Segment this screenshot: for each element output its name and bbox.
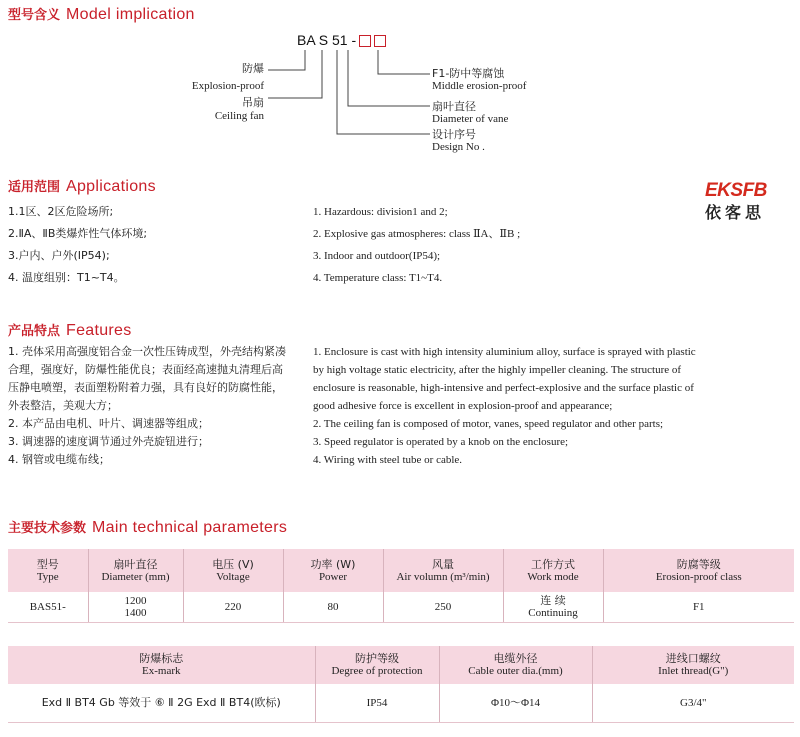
table-header: 防爆标志 Ex-mark — [8, 646, 315, 684]
model-label-ceiling-fan: 吊扇 — [242, 96, 264, 109]
list-item: 2. 本产品由电机、叶片、调速器等组成； — [8, 417, 209, 430]
table-header-row — [8, 549, 794, 592]
list-item: 1. 壳体采用高强度铝合金一次性压铸成型，外壳结构紧凑合理，强度好，防爆性能优良；表面经高速抛丸清理后高压静电喷塑，表面塑粉附着力强，具有良好的防腐性能，外表整洁，美观大方； — [8, 345, 286, 412]
table-header: 电缆外径 Cable outer dia.(mm) — [439, 646, 592, 684]
table-cell: G3/4" — [592, 684, 794, 722]
list-item: 2. Explosive gas atmospheres: class ⅡA、ⅡB ; — [313, 228, 521, 240]
list-item: 3. Indoor and outdoor(IP54); — [313, 250, 441, 262]
table-cell: 连 续 Continuing — [503, 592, 603, 622]
model-label-design-no: 设计序号 Design No . — [432, 128, 485, 153]
list-item: 4. Wiring with steel tube or cable. — [313, 454, 463, 466]
list-item: 3. 调速器的速度调节通过外壳旋钮进行； — [8, 435, 209, 448]
table-cell: 80 — [283, 592, 383, 622]
table-header: 扇叶直径 Diameter (mm) — [88, 549, 183, 592]
table-cell: F1 — [603, 592, 794, 622]
table-cell: Exd Ⅱ BT4 Gb 等效于 ⑥ Ⅱ 2G Exd Ⅱ BT4(欧标) — [8, 684, 315, 722]
list-item: 3. Speed regulator is operated by a knob on the enclosure; — [313, 436, 569, 448]
table-row — [8, 684, 794, 722]
table-header-row — [8, 646, 794, 684]
table-cell: Φ10～Φ14 — [439, 684, 592, 722]
params-table-2 — [8, 646, 794, 723]
model-section-title: 型号含义 Model implication — [8, 6, 195, 23]
table-header: 风量 Air volumn (m³/min) — [383, 549, 503, 592]
list-item: 2.ⅡA、ⅡB类爆炸性气体环境; — [8, 227, 148, 240]
applications-en-list — [313, 201, 520, 289]
brand-logo — [705, 180, 795, 223]
logo-mark: EKSFB — [705, 180, 767, 201]
features-cn-list — [8, 343, 290, 469]
table-header: 功率 (W) Power — [283, 549, 383, 592]
params-table-1 — [8, 549, 794, 623]
list-item: 4. 钢管或电缆布线； — [8, 453, 110, 466]
table-header: 防护等级 Degree of protection — [315, 646, 439, 684]
features-section-title: 产品特点 Features — [8, 322, 132, 339]
logo-chinese: 依客思 — [705, 203, 766, 222]
table-cell: IP54 — [315, 684, 439, 722]
list-item: 3.户内、户外(IP54); — [8, 249, 110, 262]
table-cell: 1200 1400 — [88, 592, 183, 622]
list-item: 1.1区、2区危险场所; — [8, 205, 114, 218]
model-diagram-lines — [0, 0, 800, 160]
model-label-diameter: 扇叶直径 Diameter of vane — [432, 100, 509, 125]
applications-section-title: 适用范围 Applications — [8, 178, 156, 195]
table-header: 型号 Type — [8, 549, 88, 592]
params-section-title: 主要技术参数 Main technical parameters — [8, 519, 288, 536]
list-item: 1. Enclosure is cast with high intensity aluminium alloy, surface is sprayed with plastic by high voltage static electricity, after the highly impeller cleaning. The structure of enclosure is reasonable, high-intensive and perfect-explosive and the surface plastic of good adhesive force is excellent in explosion-proof and appearance; — [313, 346, 696, 412]
table-cell: 250 — [383, 592, 503, 622]
model-label-explosion-proof: 防爆 — [242, 62, 264, 75]
model-label-explosion-proof-en: Explosion-proof — [191, 80, 264, 92]
list-item: 4. Temperature class: T1~T4. — [313, 272, 443, 284]
table-header: 进线口螺纹 Inlet thread(G") — [592, 646, 794, 684]
applications-cn-list — [8, 201, 147, 289]
list-item: 4. 温度组别：T1~T4。 — [8, 271, 125, 284]
table-cell: 220 — [183, 592, 283, 622]
table-header: 电压 (V) Voltage — [183, 549, 283, 592]
model-code: BA S 51 - — [297, 32, 386, 48]
list-item: 1. Hazardous: division1 and 2; — [313, 206, 448, 218]
table-cell: BAS51- — [8, 592, 88, 622]
table-row — [8, 592, 794, 622]
features-en-list — [313, 343, 697, 469]
table-header: 工作方式 Work mode — [503, 549, 603, 592]
model-label-ceiling-fan-en: Ceiling fan — [214, 110, 264, 122]
table-header: 防腐等级 Erosion-proof class — [603, 549, 794, 592]
model-label-f1: F1-防中等腐蚀 Middle erosion-proof — [432, 67, 527, 92]
list-item: 2. The ceiling fan is composed of motor, vanes, speed regulator and other parts; — [313, 418, 664, 430]
